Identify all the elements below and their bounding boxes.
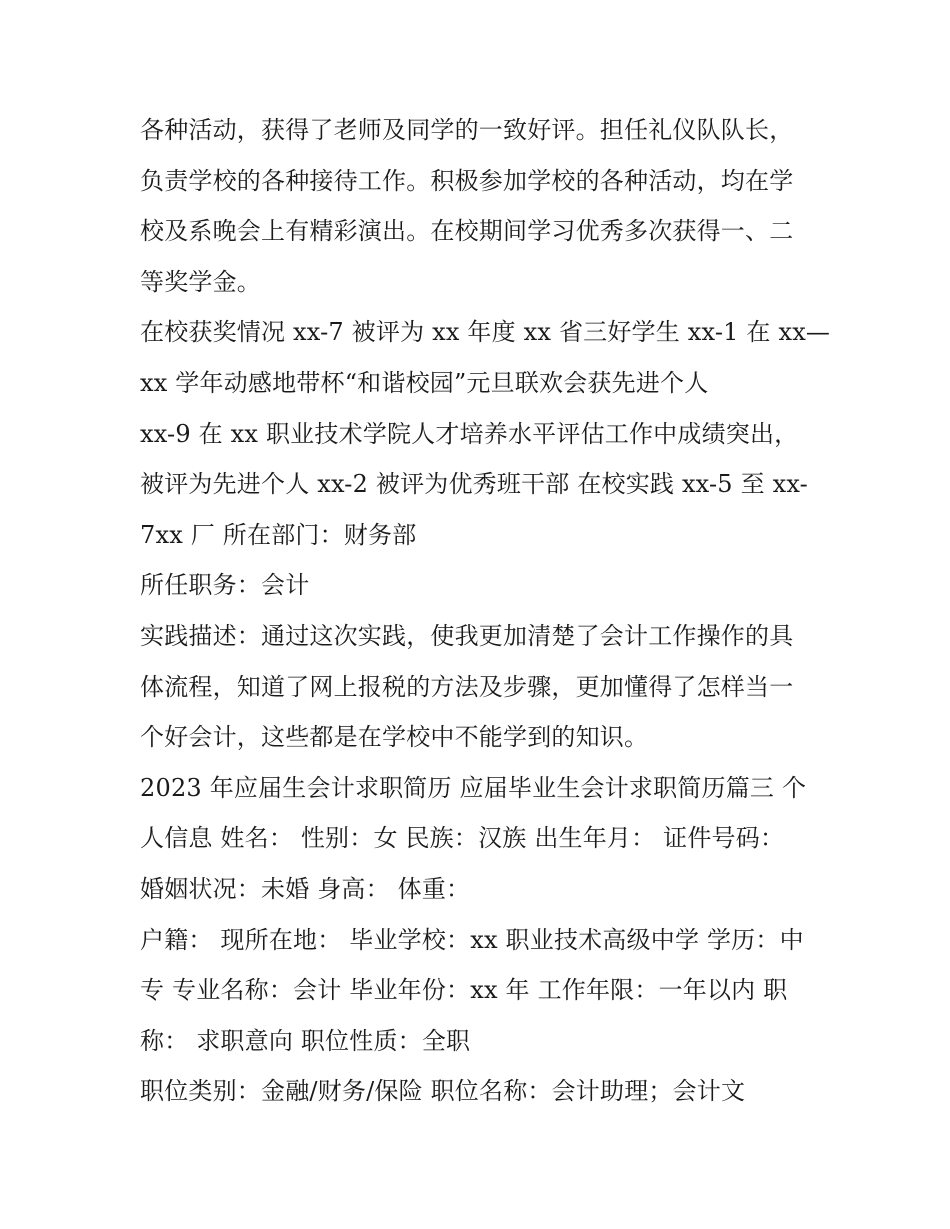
text-line: 校及系晚会上有精彩演出。在校期间学习优秀多次获得一、二: [140, 217, 794, 246]
document-body: [140, 105, 830, 1117]
text-line: 被评为先进个人 xx-2 被评为优秀班干部 在校实践 xx-5 至 xx-: [140, 470, 808, 499]
text-line: 体流程，知道了网上报税的方法及步骤，更加懂得了怎样当一: [140, 672, 794, 701]
text-line: 所任职务：会计: [140, 571, 310, 600]
text-line: 在校获奖情况 xx-7 被评为 xx 年度 xx 省三好学生 xx-1 在 xx—: [140, 318, 831, 347]
text-line: 各种活动，获得了老师及同学的一致好评。担任礼仪队队长，: [140, 116, 794, 144]
text-line: 7xx 厂 所在部门：财务部: [140, 520, 417, 549]
text-line: 等奖学金。: [140, 267, 261, 296]
text-line: xx 学年动感地带杯“和谐校园”元旦联欢会获先进个人: [140, 368, 709, 397]
text-line: 职位类别：金融/财务/保险 职位名称：会计助理；会计文: [140, 1077, 746, 1106]
text-line: 人信息 姓名： 性别：女 民族：汉族 出生年月： 证件号码：: [140, 824, 785, 853]
text-line: 称： 求职意向 职位性质：全职: [140, 1026, 471, 1055]
text-line: 专 专业名称：会计 毕业年份：xx 年 工作年限：一年以内 职: [140, 976, 788, 1005]
text-line: 户籍： 现所在地： 毕业学校：xx 职业技术高级中学 学历：中: [140, 925, 804, 954]
text-line: xx-9 在 xx 职业技术学院人才培养水平评估工作中成绩突出，: [140, 419, 799, 448]
text-line: 实践描述：通过这次实践，使我更加清楚了会计工作操作的具: [140, 621, 794, 650]
text-line: 婚姻状况：未婚 身高： 体重：: [140, 874, 471, 903]
text-line: 负责学校的各种接待工作。积极参加学校的各种活动，均在学: [140, 166, 794, 195]
text-line: 个好会计，这些都是在学校中不能学到的知识。: [140, 723, 649, 752]
text-line: 2023 年应届生会计求职简历 应届毕业生会计求职简历篇三 个: [140, 773, 807, 802]
